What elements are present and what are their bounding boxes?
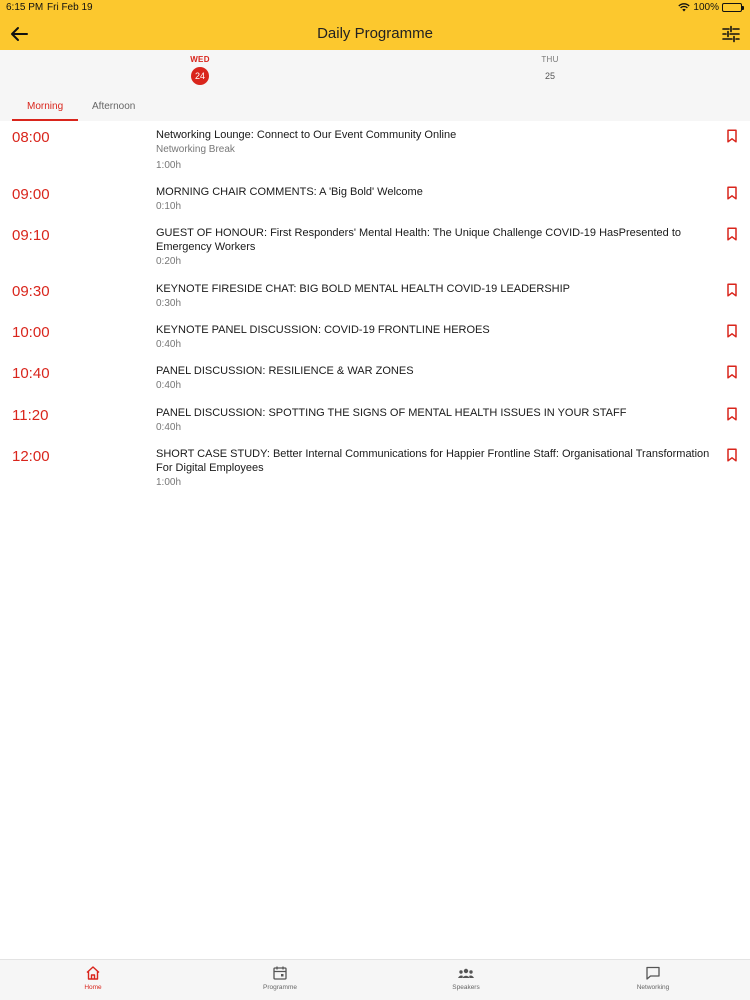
session-title: KEYNOTE FIRESIDE CHAT: BIG BOLD MENTAL HEALTH COVID-19 LEADERSHIP	[156, 283, 571, 295]
battery-percent: 100%	[693, 2, 719, 13]
session-title: MORNING CHAIR COMMENTS: A 'Big Bold' Welcome	[156, 186, 423, 198]
battery-icon	[722, 3, 742, 12]
session-duration: 0:30h	[156, 298, 182, 309]
session-title: KEYNOTE PANEL DISCUSSION: COVID-19 FRONTLINE HEROES	[156, 324, 490, 336]
nav-networking-label: Networking	[636, 984, 670, 991]
day-thu-label: THU	[541, 55, 559, 64]
session-row[interactable]	[0, 219, 750, 275]
session-time: 11:20	[12, 407, 49, 424]
session-title: PANEL DISCUSSION: SPOTTING THE SIGNS OF MENTAL HEALTH ISSUES IN YOUR STAFF	[156, 407, 627, 419]
day-thu-number: 25	[544, 71, 555, 81]
session-row[interactable]	[0, 121, 750, 178]
nav-speakers[interactable]	[421, 965, 511, 991]
status-date: Fri Feb 19	[47, 2, 93, 13]
session-row[interactable]	[0, 275, 750, 316]
day-wed[interactable]	[160, 55, 240, 85]
session-time: 09:00	[12, 186, 50, 203]
session-subtitle: Networking Break	[156, 144, 235, 155]
session-time: 12:00	[12, 448, 50, 465]
session-duration: 0:10h	[156, 201, 182, 212]
day-thu[interactable]	[510, 55, 590, 85]
nav-programme-label: Programme	[263, 984, 297, 991]
bookmark-icon[interactable]	[726, 283, 738, 297]
bookmark-icon[interactable]	[726, 129, 738, 143]
nav-speakers-label: Speakers	[452, 984, 480, 991]
session-title: PANEL DISCUSSION: RESILIENCE & WAR ZONES	[156, 365, 414, 377]
status-bar	[0, 0, 750, 16]
session-duration: 1:00h	[156, 160, 182, 171]
chat-icon	[645, 965, 661, 981]
session-row[interactable]	[0, 399, 750, 440]
header-bar	[0, 0, 750, 50]
status-time: 6:15 PM	[6, 2, 44, 13]
nav-networking[interactable]	[608, 965, 698, 991]
day-wed-label: WED	[190, 55, 210, 64]
session-duration: 0:40h	[156, 422, 182, 433]
wifi-icon	[678, 3, 690, 12]
status-right	[678, 2, 742, 13]
bookmark-icon[interactable]	[726, 227, 738, 241]
session-row[interactable]	[0, 357, 750, 399]
tab-afternoon[interactable]: Afternoon	[92, 101, 136, 112]
session-duration: 0:20h	[156, 256, 182, 267]
session-time: 10:40	[12, 365, 50, 382]
session-duration: 0:40h	[156, 380, 182, 391]
day-selector	[0, 50, 750, 93]
session-title: SHORT CASE STUDY: Better Internal Communications for Happier Frontline Staff: Organisational Transformation For Digital Employees	[156, 448, 710, 474]
session-time: 09:30	[12, 283, 50, 300]
session-title: Networking Lounge: Connect to Our Event Community Online	[156, 129, 457, 141]
bottom-navigation	[0, 959, 750, 1000]
people-icon	[457, 965, 475, 981]
sliders-icon[interactable]	[720, 24, 742, 44]
session-time: 10:00	[12, 324, 50, 341]
session-time: 08:00	[12, 129, 50, 146]
bookmark-icon[interactable]	[726, 365, 738, 379]
session-row[interactable]	[0, 178, 750, 219]
bookmark-icon[interactable]	[726, 324, 738, 338]
nav-home-label: Home	[84, 984, 102, 991]
nav-programme[interactable]	[235, 965, 325, 991]
bookmark-icon[interactable]	[726, 407, 738, 421]
calendar-icon	[272, 965, 288, 981]
bookmark-icon[interactable]	[726, 186, 738, 200]
session-duration: 1:00h	[156, 477, 182, 488]
tab-morning[interactable]: Morning	[27, 101, 64, 112]
session-tabs	[0, 93, 750, 121]
bookmark-icon[interactable]	[726, 448, 738, 462]
home-icon	[85, 965, 101, 981]
session-duration: 0:40h	[156, 339, 182, 350]
nav-home[interactable]	[48, 965, 138, 991]
day-wed-number: 24	[191, 67, 209, 85]
page-title: Daily Programme	[317, 25, 433, 42]
session-time: 09:10	[12, 227, 50, 244]
session-row[interactable]	[0, 440, 750, 496]
session-title: GUEST OF HONOUR: First Responders' Mental Health: The Unique Challenge COVID-19 HasPresented to Emergency Workers	[156, 227, 682, 253]
session-row[interactable]	[0, 316, 750, 357]
